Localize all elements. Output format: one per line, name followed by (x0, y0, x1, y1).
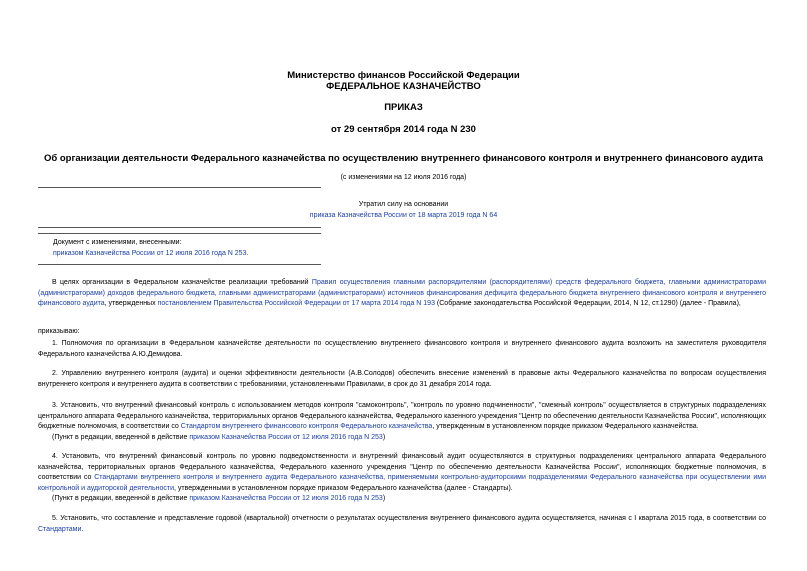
paragraph-4-note-b: ) (382, 495, 386, 502)
rules-link[interactable]: Правил осуществления главными распорядителями (распорядителями) средств федерального бюджета, главными администраторами (администраторами) доходов федерального бюджета, главными администраторами (администраторами) источников финансирования дефицита федерального бюджета внутреннего финансового контроля и внутреннего финансового аудита (38, 279, 766, 307)
agency-name: ФЕДЕРАЛЬНОЕ КАЗНАЧЕЙСТВО (326, 81, 481, 92)
amendments-link[interactable]: приказом Казначейства России от 12 июля 2016 года N 253. (53, 250, 249, 257)
paragraph-3-text-a: 3. Установить, что внутренний финансовый контроль с использованием методов контроля "самоконтроль", "контроль по уровню подчиненности", "смежный контроль" осуществляется в структурных подразделениях центрального аппарата Федерального казначейства, территориальных органов Федерального казначейства, Федерального казенного учреждения "Центр по обеспечению деятельности Казначейства России", исполняющих бюджетные полномочия, в соответствии со (38, 402, 766, 430)
divider (38, 187, 321, 188)
paragraph-5 (38, 514, 766, 535)
amendments-label: Документ с изменениями, внесенными: (53, 239, 182, 246)
divider (38, 264, 321, 265)
preamble-text-2: , утвержденных (104, 300, 158, 307)
standards-link[interactable]: Стандартами (38, 525, 82, 533)
paragraph-4-text-b: , утвержденными в установленном порядке приказом Федерального казначейства (далее - Стандарты). (173, 484, 513, 492)
divider (38, 233, 321, 234)
paragraph-3-note-b: ) (382, 434, 386, 441)
paragraph-5-text-b: . (81, 525, 84, 533)
lost-force-link[interactable]: приказа Казначейства России от 18 марта 2019 года N 64 (309, 212, 498, 219)
paragraph-4-text-a: 4. Установить, что внутренний финансовый контроль по уровню подведомственности и внутренний финансовый аудит осуществляются в структурных подразделениях центрального аппарата Федерального казначейства, территориальных органов Федерального казначейства, Федерального казенного учреждения "Центр по обеспечению деятельности Казначейства России", исполняющих бюджетные полномочия, в соответствии со (38, 453, 766, 481)
preamble-text-3: (Собрание законодательства Российской Федерации, 2014, N 12, ст.1290) (далее - Правила), (434, 300, 741, 307)
preamble-paragraph (38, 278, 766, 310)
ministry-name: Министерство финансов Российской Федерации (287, 70, 520, 81)
paragraph-4-note-link[interactable]: приказом Казначейства России от 12 июля 2016 года N 253 (189, 495, 383, 502)
paragraph-3-note-a: (Пункт в редакции, введенной в действие (52, 434, 190, 441)
paragraph-4-note-a: (Пункт в редакции, введенной в действие (52, 495, 190, 502)
standard-control-link[interactable]: Стандартом внутреннего финансового контроля Федерального казначейства (180, 423, 433, 430)
paragraph-4-note (52, 494, 752, 505)
paragraph-3 (38, 401, 766, 433)
order-word: приказываю: (38, 328, 80, 335)
preamble-text-1: В целях организации в Федеральном казначействе реализации требований (52, 279, 312, 286)
lost-force-label: Утратил силу на основании (358, 201, 449, 208)
paragraph-5-text-a: 5. Установить, что составление и представление годовой (квартальной) отчетности о результатах осуществления внутреннего финансового аудита осуществляется, начиная с I квартала 2015 года, в соответствии со (52, 515, 766, 522)
paragraph-1: 1. Полномочия по организации в Федеральном казначействе деятельности по осуществлению внутреннего финансового контроля и внутреннего финансового аудита возложить на заместителя руководителя Федерального казначейства А.Ю.Демидова. (38, 340, 766, 358)
paragraph-4 (38, 452, 766, 494)
document-date: от 29 сентября 2014 года N 230 (331, 124, 476, 135)
paragraph-3-note (52, 433, 752, 444)
paragraph-3-text-b: , утвержденным в установленном порядке приказом Федерального казначейства. (432, 423, 699, 430)
standards-audit-link[interactable]: Стандартами внутреннего контроля и внутреннего аудита Федерального казначейства, применяемыми контрольно-аудиторскими подразделениями Федерального казначейства при осуществлении ими контрольной и аудиторской деятельности (38, 474, 766, 492)
resolution-link[interactable]: постановлением Правительства Российской Федерации от 17 марта 2014 года N 193 (157, 300, 435, 307)
changes-note: (с изменениями на 12 июля 2016 года) (340, 174, 467, 181)
divider (38, 227, 321, 228)
document-type: ПРИКАЗ (384, 102, 423, 113)
document-title: Об организации деятельности Федерального казначейства по осуществлению внутреннего финансового контроля и внутреннего финансового аудита (43, 153, 764, 164)
paragraph-3-note-link[interactable]: приказом Казначейства России от 12 июля 2016 года N 253 (189, 434, 383, 441)
paragraph-2: 2. Управлению внутреннего контроля (аудита) и оценки эффективности деятельности (А.В.Солодов) обеспечить внесение изменений в правовые акты Федерального казначейства по вопросам осуществления внутреннего контроля и внутреннего аудита в соответствии с требованиями, установленными Правилами, в срок до 31 декабря 2014 года. (38, 370, 766, 388)
